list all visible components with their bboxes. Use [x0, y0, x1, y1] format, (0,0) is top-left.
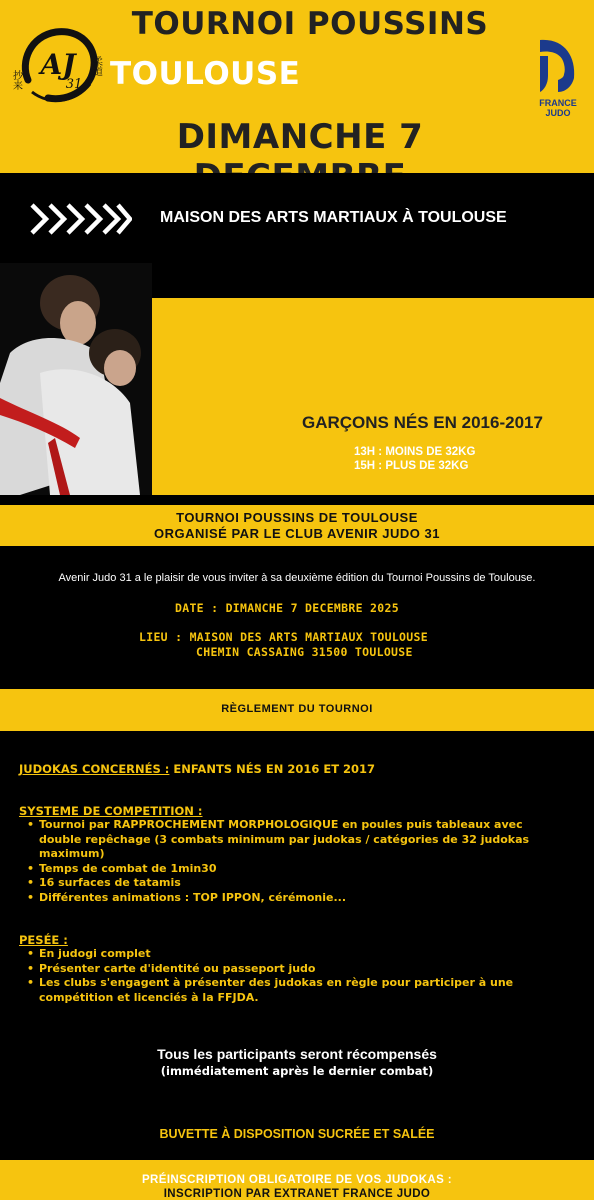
- time-slot-2: 15H : PLUS DE 32KG: [354, 460, 469, 472]
- time-slot-1: 13H : MOINS DE 32KG: [354, 446, 476, 458]
- rules-band: [0, 689, 594, 731]
- event-location-line-2: CHEMIN CASSAING 31500 TOULOUSE: [196, 645, 413, 659]
- svg-text:抄来: 抄来: [10, 70, 22, 90]
- reward-text: Tous les participants seront récompensés: [157, 1046, 437, 1062]
- list-item: • 16 surfaces de tatamis: [39, 876, 564, 891]
- refreshments-text: BUVETTE À DISPOSITION SUCRÉE ET SALÉE: [159, 1127, 435, 1141]
- invitation-text: Avenir Judo 31 a le plaisir de vous inviter à sa deuxième édition du Tournoi Poussins de Toulouse.: [58, 572, 536, 584]
- title-date: DIMANCHE 7: [176, 117, 424, 157]
- registration-band: [0, 1160, 594, 1200]
- rules-title: RÈGLEMENT DU TOURNOI: [221, 703, 373, 715]
- svg-text:31: 31: [65, 77, 83, 92]
- judokas-value: ENFANTS NÉS EN 2016 ET 2017: [169, 762, 376, 776]
- judokas-label: JUDOKAS CONCERNÉS :: [19, 762, 170, 776]
- venue-band: [0, 173, 594, 263]
- avenir-judo-31-logo: [10, 22, 105, 114]
- registration-line-2: INSCRIPTION PAR EXTRANET FRANCE JUDO: [163, 1188, 431, 1200]
- judoka-photo: [0, 263, 152, 495]
- organizer-band: [0, 505, 594, 546]
- header-banner: [0, 0, 594, 173]
- venue-name: MAISON DES ARTS MARTIAUX À TOULOUSE: [160, 209, 507, 226]
- chevrons-icon: [30, 203, 132, 235]
- list-item: • Différentes animations : TOP IPPON, cérémonie...: [39, 891, 564, 906]
- category-block: [152, 298, 594, 495]
- event-date: DATE : DIMANCHE 7 DECEMBRE 2025: [175, 601, 399, 615]
- event-location-line-1: LIEU : MAISON DES ARTS MARTIAUX TOULOUSE: [139, 630, 428, 644]
- list-item: • Temps de combat de 1min30: [39, 862, 564, 877]
- pesee-label: PESÉE :: [19, 933, 68, 947]
- systeme-label: SYSTEME DE COMPETITION :: [19, 804, 203, 818]
- pesee-list: [20, 947, 569, 1005]
- list-item: • Les clubs s'engagent à présenter des judokas en règle pour participer à une compétition et licenciés à la FFJDA.: [39, 976, 569, 1005]
- reward-subtext: (immédiatement après le dernier combat): [160, 1064, 434, 1078]
- organizer-line-2: ORGANISÉ PAR LE CLUB AVENIR JUDO 31: [154, 526, 440, 541]
- list-item: • En judogi complet: [39, 947, 569, 962]
- title-line-1: TOURNOI POUSSINS: [131, 6, 489, 42]
- svg-text:柔道: 柔道: [90, 56, 102, 76]
- category-title: GARÇONS NÉS EN 2016-2017: [302, 413, 543, 432]
- france-judo-label: FRANCE JUDO: [539, 98, 577, 118]
- list-item: • Présenter carte d'identité ou passeport judo: [39, 962, 569, 977]
- title-line-2: TOULOUSE: [110, 56, 301, 92]
- registration-line-1: PRÉINSCRIPTION OBLIGATOIRE DE VOS JUDOKAS :: [141, 1174, 453, 1186]
- systeme-list: [20, 818, 564, 905]
- judokas-section: [19, 762, 375, 776]
- svg-text:AJ: AJ: [40, 48, 76, 81]
- list-item: • Tournoi par RAPPROCHEMENT MORPHOLOGIQUE en poules puis tableaux avec double repêchage (3 combats minimum par judokas / catégories de 32 judokas maximum): [39, 818, 564, 862]
- organizer-line-1: TOURNOI POUSSINS DE TOULOUSE: [176, 510, 418, 525]
